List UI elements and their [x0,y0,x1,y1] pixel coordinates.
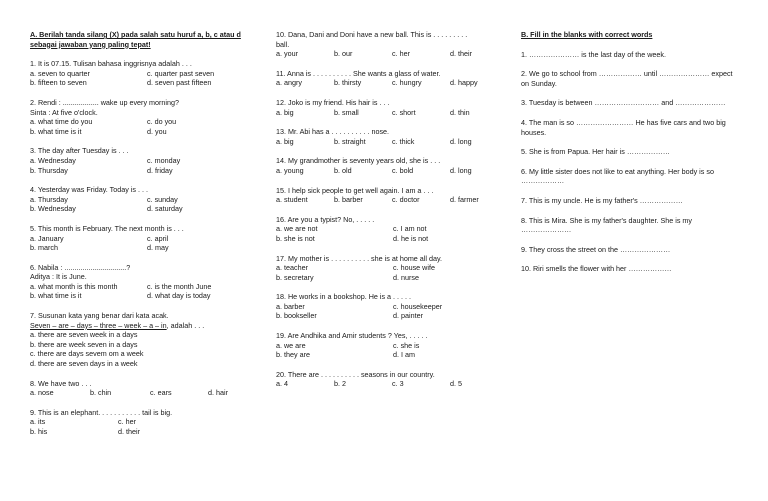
option-d[interactable]: d. their [450,49,472,59]
question-7-scrambled-words: Seven – are – days – three – week – a – in [30,320,167,330]
question-19-stem: 19. Are Andhika and Amir students ? Yes, . . . . . [276,331,428,341]
question-12 [276,98,508,117]
option-c[interactable]: c. sunday [147,194,178,204]
fill-item-text: 1. ………………… is the last day of the week. [521,49,666,59]
option-d[interactable]: d. painter [393,311,423,321]
question-15-stem: 15. I help sick people to get well again. I am a . . . [276,185,434,195]
option-c[interactable]: c. 3 [392,379,404,389]
option-a[interactable]: a. its [30,417,46,427]
fill-item-text-cont: ……………… [521,176,565,186]
question-2-dialog-line: Sinta : At five o'clock. [30,107,98,117]
question-6-dialog-line: Aditya : It is June. [30,272,87,282]
fill-item-text: 7. This is my uncle. He is my father's ……………… [521,195,683,205]
question-2-stem: 2. Rendi : .................. wake up every morning? [30,97,180,107]
question-19 [276,331,508,360]
fill-item-text-cont: houses. [521,127,547,137]
question-15 [276,186,508,205]
option-c[interactable]: c. is the month June [147,281,212,291]
fill-item-9 [521,245,745,255]
option-d[interactable]: d. nurse [393,272,419,282]
question-11-stem: 11. Anna is . . . . . . . . . . She wants a glass of water. [276,68,441,78]
option-a[interactable]: a. January [30,233,64,243]
question-10 [276,30,508,59]
option-d[interactable]: d. happy [450,78,478,88]
option-a[interactable]: a. there are seven week in a days [30,330,138,340]
question-10-stem: 10. Dana, Dani and Doni have a new ball. This is . . . . . . . . . [276,30,468,39]
option-b[interactable]: b. what time is it [30,291,82,301]
option-a[interactable]: a. 4 [276,379,288,389]
fill-item-6 [521,167,745,186]
question-14 [276,156,508,175]
question-18 [276,292,508,321]
question-16-stem: 16. Are you a typist? No, . . . . . [276,214,375,224]
option-c[interactable]: c. her [118,417,136,427]
option-d[interactable]: d. seven past fifteen [147,78,212,88]
fill-item-text: 5. She is from Papua. Her hair is ……………… [521,147,670,157]
section-a-header-line-1: A. Berilah tanda silang (X) pada salah satu huruf a, b, c atau d [30,30,241,39]
option-c[interactable]: c. thick [392,136,415,146]
question-16 [276,215,508,244]
question-5 [30,224,265,253]
option-d[interactable]: d. 5 [450,379,462,389]
option-b[interactable]: b. Wednesday [30,204,76,214]
fill-item-text: 6. My little sister does not like to eat anything. Her body is so [521,166,714,176]
option-a[interactable]: a. big [276,136,294,146]
question-18-stem: 18. He works in a bookshop. He is a . . . . . [276,292,412,302]
option-d[interactable]: d. their [118,427,140,436]
option-d[interactable]: d. I am [393,350,415,360]
option-c[interactable]: c. april [147,233,169,243]
option-c[interactable]: c. doctor [392,195,420,205]
section-a-column [30,30,265,437]
option-b[interactable]: b. what time is it [30,126,82,136]
option-d[interactable]: d. thin [450,107,470,117]
option-b[interactable]: b. his [30,427,48,436]
question-13-stem: 13. Mr. Abi has a . . . . . . . . . . nose. [276,127,390,137]
option-b[interactable]: b. secretary [276,272,314,282]
fill-item-4 [521,118,745,137]
section-b-column [521,30,745,274]
option-c[interactable]: c. housekeeper [393,301,443,311]
question-8 [30,379,265,398]
option-b[interactable]: b. straight [334,136,366,146]
question-4 [30,185,265,214]
option-b[interactable]: b. 2 [334,379,346,389]
option-d[interactable]: d. friday [147,165,173,175]
option-c[interactable]: c. bold [392,165,414,175]
fill-item-1 [521,50,745,60]
option-d[interactable]: d. long [450,165,472,175]
question-17-stem: 17. My mother is . . . . . . . . . . she is at home all day. [276,253,443,263]
option-d[interactable]: d. he is not [393,233,429,243]
option-a[interactable]: a. barber [276,301,305,311]
option-a[interactable]: a. we are [276,340,306,350]
option-a[interactable]: a. Wednesday [30,155,76,165]
option-c[interactable]: c. ears [150,388,172,398]
fill-item-8 [521,216,745,235]
option-b[interactable]: b. our [334,49,353,59]
question-1 [30,59,265,88]
fill-item-3 [521,98,745,108]
option-a[interactable]: a. Thursday [30,194,68,204]
option-b[interactable]: b. Thursday [30,165,68,175]
option-b[interactable]: b. fifteen to seven [30,78,87,88]
fill-item-5 [521,147,745,157]
section-b-header: B. Fill in the blanks with correct words [521,30,653,39]
fill-item-text: 2. We go to school from ……………… until ………………… expect [521,69,733,79]
option-a[interactable]: a. your [276,49,298,59]
option-b[interactable]: b. march [30,243,58,253]
question-3 [30,146,265,175]
question-9 [30,408,265,437]
fill-item-7 [521,196,745,206]
option-a[interactable]: a. teacher [276,263,308,273]
question-7 [30,311,265,369]
option-a[interactable]: a. student [276,195,308,205]
option-b[interactable]: b. she is not [276,233,315,243]
question-6-stem: 6. Nabila : ...............................? [30,262,131,272]
option-c[interactable]: c. quarter past seven [147,68,215,78]
question-5-stem: 5. This month is February. The next month is . . . [30,223,184,233]
question-4-stem: 4. Yesterday was Friday. Today is . . . [30,185,148,195]
question-7-stem: 7. Susunan kata yang benar dari kata acak. [30,311,169,321]
fill-item-2 [521,69,745,88]
fill-item-text-cont: ………………… [521,225,572,235]
option-c[interactable]: c. do you [147,117,177,127]
question-7-stem-tail: , adalah . . . [166,320,205,330]
option-c[interactable]: c. her [392,49,410,59]
option-c[interactable]: c. there are days sevem om a week [30,349,144,359]
option-b[interactable]: b. barber [334,195,363,205]
fill-item-text: 3. Tuesday is between ……………………… and ………………… [521,98,726,108]
option-d[interactable]: d. there are seven days in a week [30,359,138,369]
option-a[interactable]: a. what time do you [30,117,93,127]
option-d[interactable]: d. you [147,126,167,136]
question-8-stem: 8. We have two . . . [30,378,92,388]
question-10-stem-end: ball. [276,39,290,49]
question-20 [276,370,508,389]
option-b[interactable]: b. small [334,107,359,117]
question-13 [276,127,508,146]
option-a[interactable]: a. we are not [276,224,318,234]
fill-item-text: 8. This is Mira. She is my father's daughter. She is my [521,215,693,225]
option-a[interactable]: a. angry [276,78,302,88]
question-6 [30,263,265,301]
question-3-stem: 3. The day after Tuesday is . . . [30,146,129,156]
option-a[interactable]: a. seven to quarter [30,68,90,78]
fill-item-text: 4. The man is so …………………… He has five cars and two big [521,117,726,127]
question-20-stem: 20. There are . . . . . . . . . . seasons in our country. [276,369,435,379]
question-11 [276,69,508,88]
option-a[interactable]: a. what month is this month [30,281,118,291]
option-a[interactable]: a. nose [30,388,54,398]
fill-item-text: 10. Riri smells the flower with her ……………… [521,264,672,274]
option-d[interactable]: d. saturday [147,204,183,214]
section-a-column-continued [276,30,508,389]
option-b[interactable]: b. there are week seven in a days [30,339,138,349]
option-b[interactable]: b. old [334,165,352,175]
question-9-stem: 9. This is an elephant. . . . . . . . . . . tail is big. [30,407,173,417]
option-d[interactable]: d. long [450,136,472,146]
question-1-stem: 1. It is 07.15. Tulisan bahasa inggrisnya adalah . . . [30,59,192,69]
option-c[interactable]: c. house wife [393,263,435,273]
option-c[interactable]: c. hungry [392,78,422,88]
option-d[interactable]: d. may [147,243,169,253]
option-c[interactable]: c. short [392,107,416,117]
option-b[interactable]: b. chin [90,388,112,398]
fill-item-text: 9. They cross the street on the ………………… [521,244,671,254]
option-b[interactable]: b. bookseller [276,311,317,321]
option-c[interactable]: c. she is [393,340,420,350]
option-a[interactable]: a. big [276,107,294,117]
option-d[interactable]: d. what day is today [147,291,211,301]
option-b[interactable]: b. they are [276,350,310,360]
option-a[interactable]: a. young [276,165,304,175]
question-2 [30,98,265,136]
option-d[interactable]: d. farmer [450,195,479,205]
question-14-stem: 14. My grandmother is seventy years old, she is . . . [276,156,441,166]
section-a-header [30,30,265,49]
option-b[interactable]: b. thirsty [334,78,362,88]
option-c[interactable]: c. monday [147,155,181,165]
section-a-header-line-2: sebagai jawaban yang paling tepat! [30,39,151,49]
option-d[interactable]: d. hair [208,388,228,398]
question-17 [276,254,508,283]
fill-item-text-cont: on Sunday. [521,78,557,88]
option-c[interactable]: c. I am not [393,224,427,234]
fill-item-10 [521,264,745,274]
question-12-stem: 12. Joko is my friend. His hair is . . . [276,97,390,107]
